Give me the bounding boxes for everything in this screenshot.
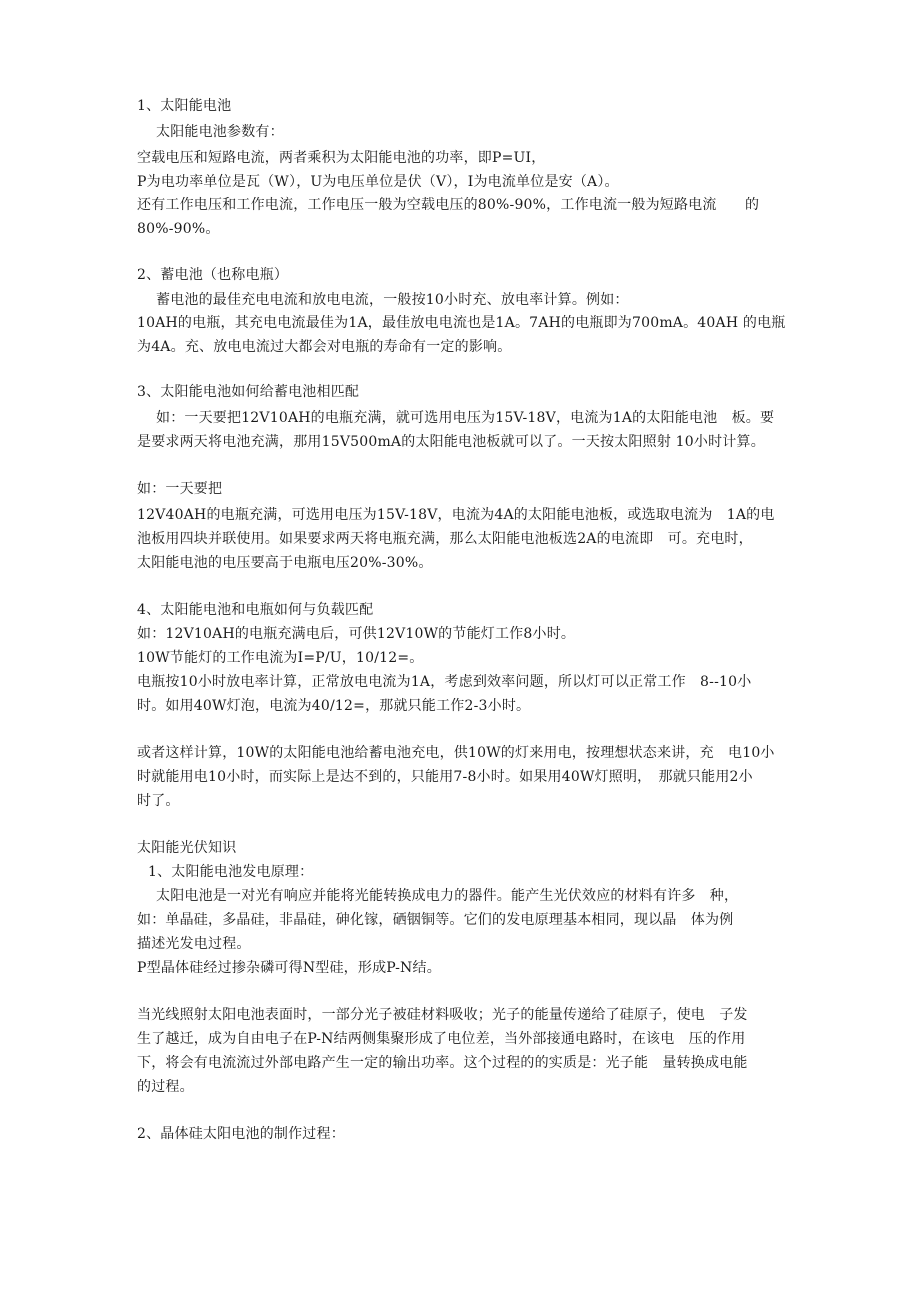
section-4-heading: 4、太阳能电池和电瓶如何与负载匹配	[137, 602, 374, 618]
paragraph-line: 蓄电池的最佳充电电流和放电电流，一般按10小时充、放电率计算。例如：	[156, 292, 629, 308]
pv-section-1-heading: 1、太阳能电池发电原理：	[148, 864, 314, 880]
paragraph-line: 10AH的电瓶，其充电电流最佳为1A，最佳放电电流也是1A。7AH的电瓶即为700mA。40AH 的电瓶	[137, 315, 786, 331]
paragraph-line: 太阳能电池参数有：	[156, 124, 284, 140]
paragraph-line: 如：一天要把12V10AH的电瓶充满，就可选用电压为15V-18V，电流为1A的太阳能电池 板。要	[156, 410, 775, 426]
paragraph-line: 时就能用电10小时，而实际上是达不到的，只能用7-8小时。如果用40W灯照明， 那就只能用2小	[137, 769, 753, 785]
section-3-heading: 3、太阳能电池如何给蓄电池相匹配	[137, 384, 360, 400]
paragraph-line: 电瓶按10小时放电率计算，正常放电电流为1A，考虑到效率问题，所以灯可以正常工作 8--10小	[137, 674, 752, 690]
paragraph-line: 为4A。充、放电电流过大都会对电瓶的寿命有一定的影响。	[137, 339, 512, 355]
paragraph-line: 如：单晶硅，多晶硅，非晶硅，砷化镓，硒铟铜等。它们的发电原理基本相同，现以晶 体为例	[137, 912, 734, 928]
paragraph-line: 当光线照射太阳电池表面时，一部分光子被硅材料吸收；光子的能量传递给了硅原子，使电 子发	[137, 1007, 748, 1023]
paragraph-line: 描述光发电过程。	[137, 936, 251, 952]
paragraph-line: P为电功率单位是瓦（W），U为电压单位是伏（V），I为电流单位是安（A）。	[137, 174, 619, 190]
paragraph-line: 是要求两天将电池充满，那用15V500mA的太阳能电池板就可以了。一天按太阳照射 10小时计算。	[137, 434, 765, 450]
paragraph-line: P型晶体硅经过掺杂磷可得N型硅，形成P-N结。	[137, 960, 441, 976]
paragraph-line: 还有工作电压和工作电流，工作电压一般为空载电压的80%-90%，工作电流一般为短路电流 的	[137, 197, 760, 213]
paragraph-line: 时了。	[137, 793, 180, 809]
paragraph-line: 池板用四块并联使用。如果要求两天将电瓶充满，那么太阳能电池板选2A的电流即 可。充电时，	[137, 531, 753, 547]
paragraph-line: 如：一天要把	[137, 481, 223, 497]
section-1-heading: 1、太阳能电池	[137, 98, 232, 114]
paragraph-line: 生了越迁，成为自由电子在P-N结两侧集聚形成了电位差，当外部接通电路时，在该电 压的作用	[137, 1031, 746, 1047]
paragraph-line: 的过程。	[137, 1079, 194, 1095]
paragraph-line: 时。如用40W灯泡，电流为40/12=，那就只能工作2-3小时。	[137, 698, 531, 714]
paragraph-line: 12V40AH的电瓶充满，可选用电压为15V-18V，电流为4A的太阳能电池板，或选取电流为 1A的电	[137, 507, 775, 523]
paragraph-line: 太阳能电池的电压要高于电瓶电压20%-30%。	[137, 555, 433, 571]
paragraph-line: 80%-90%。	[137, 221, 220, 237]
paragraph-line: 10W节能灯的工作电流为I=P/U，10/12=。	[137, 650, 424, 666]
section-2-heading: 2、蓄电池（也称电瓶）	[137, 267, 289, 283]
paragraph-line: 下，将会有电流流过外部电路产生一定的输出功率。这个过程的的实质是：光子能 量转换成电能	[137, 1055, 748, 1071]
paragraph-line: 或者这样计算，10W的太阳能电池给蓄电池充电，供10W的灯来用电，按理想状态来讲，充 电10小	[137, 745, 775, 761]
pv-knowledge-title: 太阳能光伏知识	[137, 840, 237, 856]
pv-section-2-heading: 2、晶体硅太阳电池的制作过程：	[137, 1126, 345, 1142]
paragraph-line: 太阳电池是一对光有响应并能将光能转换成电力的器件。能产生光伏效应的材料有许多 种，	[156, 888, 739, 904]
paragraph-line: 空载电压和短路电流，两者乘积为太阳能电池的功率，即P=UI，	[137, 150, 546, 166]
paragraph-line: 如：12V10AH的电瓶充满电后，可供12V10W的节能灯工作8小时。	[137, 626, 576, 642]
